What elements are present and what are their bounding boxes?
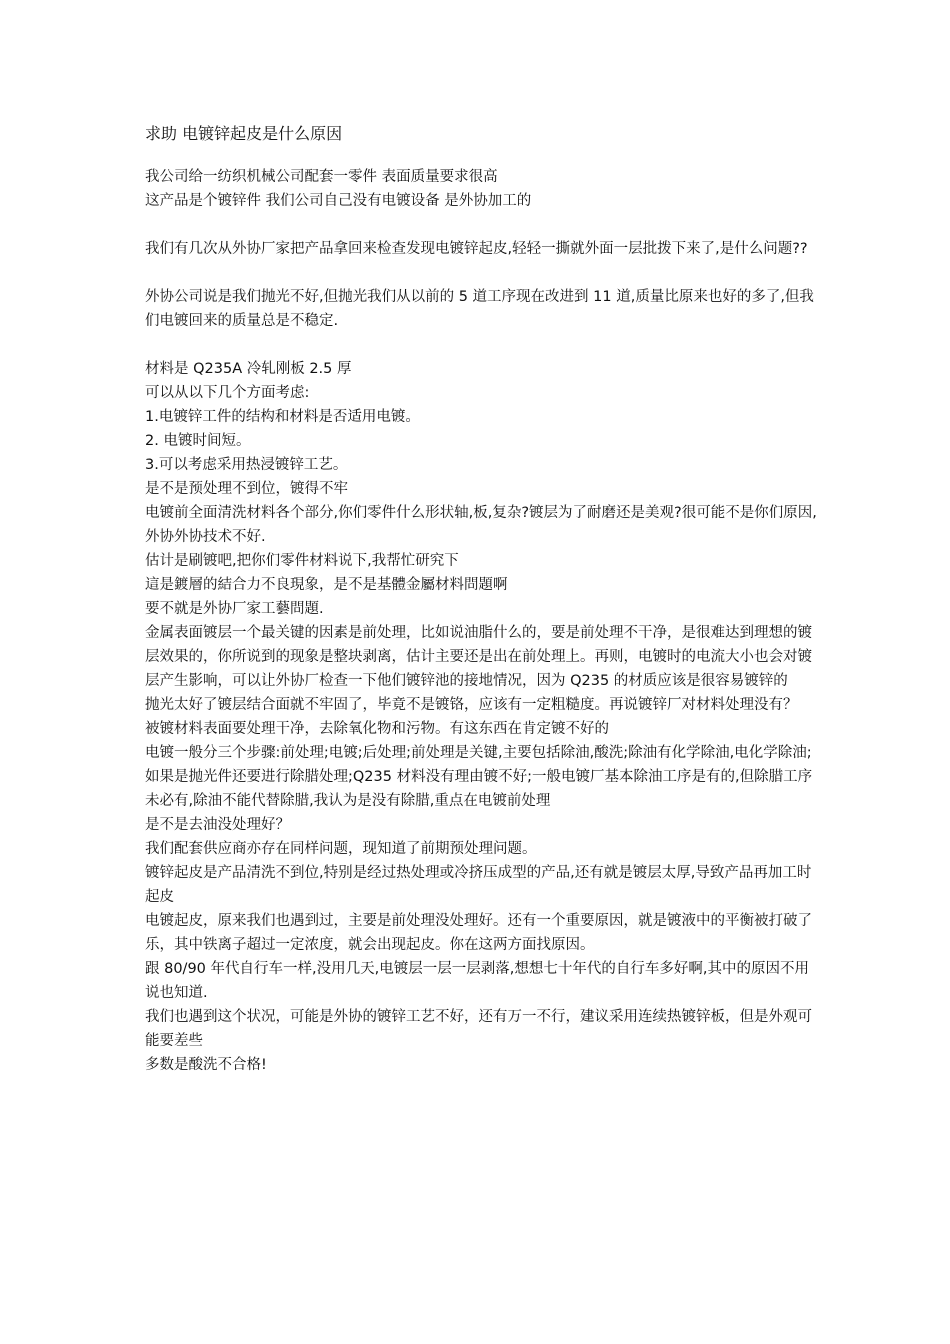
paragraph: 我公司给一纺织机械公司配套一零件 表面质量要求很高 bbox=[145, 169, 498, 185]
paragraph: 我们有几次从外协厂家把产品拿回来检查发现电镀锌起皮,轻轻一撕就外面一层批拨下来了,是什么问题?? bbox=[145, 241, 808, 257]
paragraph: 电镀前全面清洗材料各个部分,你们零件什么形状轴,板,复杂?镀层为了耐磨还是美观?很可能不是你们原因,外协外协技术不好. bbox=[145, 505, 817, 545]
paragraph: 是不是去油没处理好？ bbox=[145, 817, 290, 833]
paragraph: 可以从以下几个方面考虑: bbox=[145, 385, 310, 401]
document-page bbox=[145, 119, 817, 1077]
paragraph: 我们也遇到这个状况，可能是外协的镀锌工艺不好，还有万一不行，建议采用连续热镀锌板，但是外观可能要差些 bbox=[145, 1009, 812, 1049]
paragraph-gap bbox=[145, 333, 817, 357]
paragraph: 3.可以考虑采用热浸镀锌工艺。 bbox=[145, 457, 348, 473]
paragraph: 這是鍍層的結合力不良現象，是不是基體金屬材料問題啊 bbox=[145, 577, 508, 593]
document-body bbox=[145, 165, 817, 1077]
paragraph-gap bbox=[145, 213, 817, 237]
paragraph: 这产品是个镀锌件 我们公司自己没有电镀设备 是外协加工的 bbox=[145, 193, 532, 209]
paragraph-gap bbox=[145, 261, 817, 285]
paragraph: 被镀材料表面要处理干净，去除氧化物和污物。有这东西在肯定镀不好的 bbox=[145, 721, 609, 737]
paragraph: 金属表面镀层一个最关键的因素是前处理，比如说油脂什么的，要是前处理不干净，是很难达到理想的镀层效果的，你所说到的现象是整块剥离，估计主要还是出在前处理上。再则，电镀时的电流大小也会对镀层产生影响，可以让外协厂检查一下他们镀锌池的接地情况，因为 Q235 的材质应该是很容易镀锌的 bbox=[145, 625, 812, 689]
paragraph: 1.电镀锌工件的结构和材料是否适用电镀。 bbox=[145, 409, 420, 425]
paragraph: 多数是酸洗不合格! bbox=[145, 1057, 267, 1073]
paragraph: 抛光太好了镀层结合面就不牢固了，毕竟不是镀铬，应该有一定粗糙度。再说镀锌厂对材料处理没有？ bbox=[145, 697, 798, 713]
paragraph: 镀锌起皮是产品清洗不到位,特别是经过热处理或冷挤压成型的产品,还有就是镀层太厚,导致产品再加工时起皮 bbox=[145, 865, 812, 905]
paragraph: 2. 电镀时间短。 bbox=[145, 433, 251, 449]
paragraph: 估计是刷镀吧,把你们零件材料说下,我帮忙研究下 bbox=[145, 553, 459, 569]
paragraph: 材料是 Q235A 冷轧刚板 2.5 厚 bbox=[145, 361, 352, 377]
document-title: 求助 电镀锌起皮是什么原因 bbox=[145, 124, 343, 143]
paragraph: 跟 80/90 年代自行车一样,没用几天,电镀层一层一层剥落,想想七十年代的自行车多好啊,其中的原因不用说也知道. bbox=[145, 961, 809, 1001]
paragraph: 是不是预处理不到位，镀得不牢 bbox=[145, 481, 348, 497]
paragraph: 要不就是外协厂家工藝問題. bbox=[145, 601, 324, 617]
paragraph: 电镀起皮，原来我们也遇到过，主要是前处理没处理好。还有一个重要原因，就是镀液中的平衡被打破了乐，其中铁离子超过一定浓度，就会出现起皮。你在这两方面找原因。 bbox=[145, 913, 812, 953]
paragraph: 电镀一般分三个步骤:前处理;电镀;后处理;前处理是关键,主要包括除油,酸洗;除油有化学除油,电化学除油;如果是抛光件还要进行除腊处理;Q235 材料没有理由镀不好;一般电镀厂基本除油工序是有的,但除腊工序未必有,除油不能代替除腊,我认为是没有除腊,重点在电镀前处理 bbox=[145, 745, 813, 809]
paragraph: 我们配套供应商亦存在同样问题，现知道了前期预处理问题。 bbox=[145, 841, 537, 857]
paragraph: 外协公司说是我们抛光不好,但抛光我们从以前的 5 道工序现在改进到 11 道,质量比原来也好的多了,但我们电镀回来的质量总是不稳定. bbox=[145, 289, 814, 329]
